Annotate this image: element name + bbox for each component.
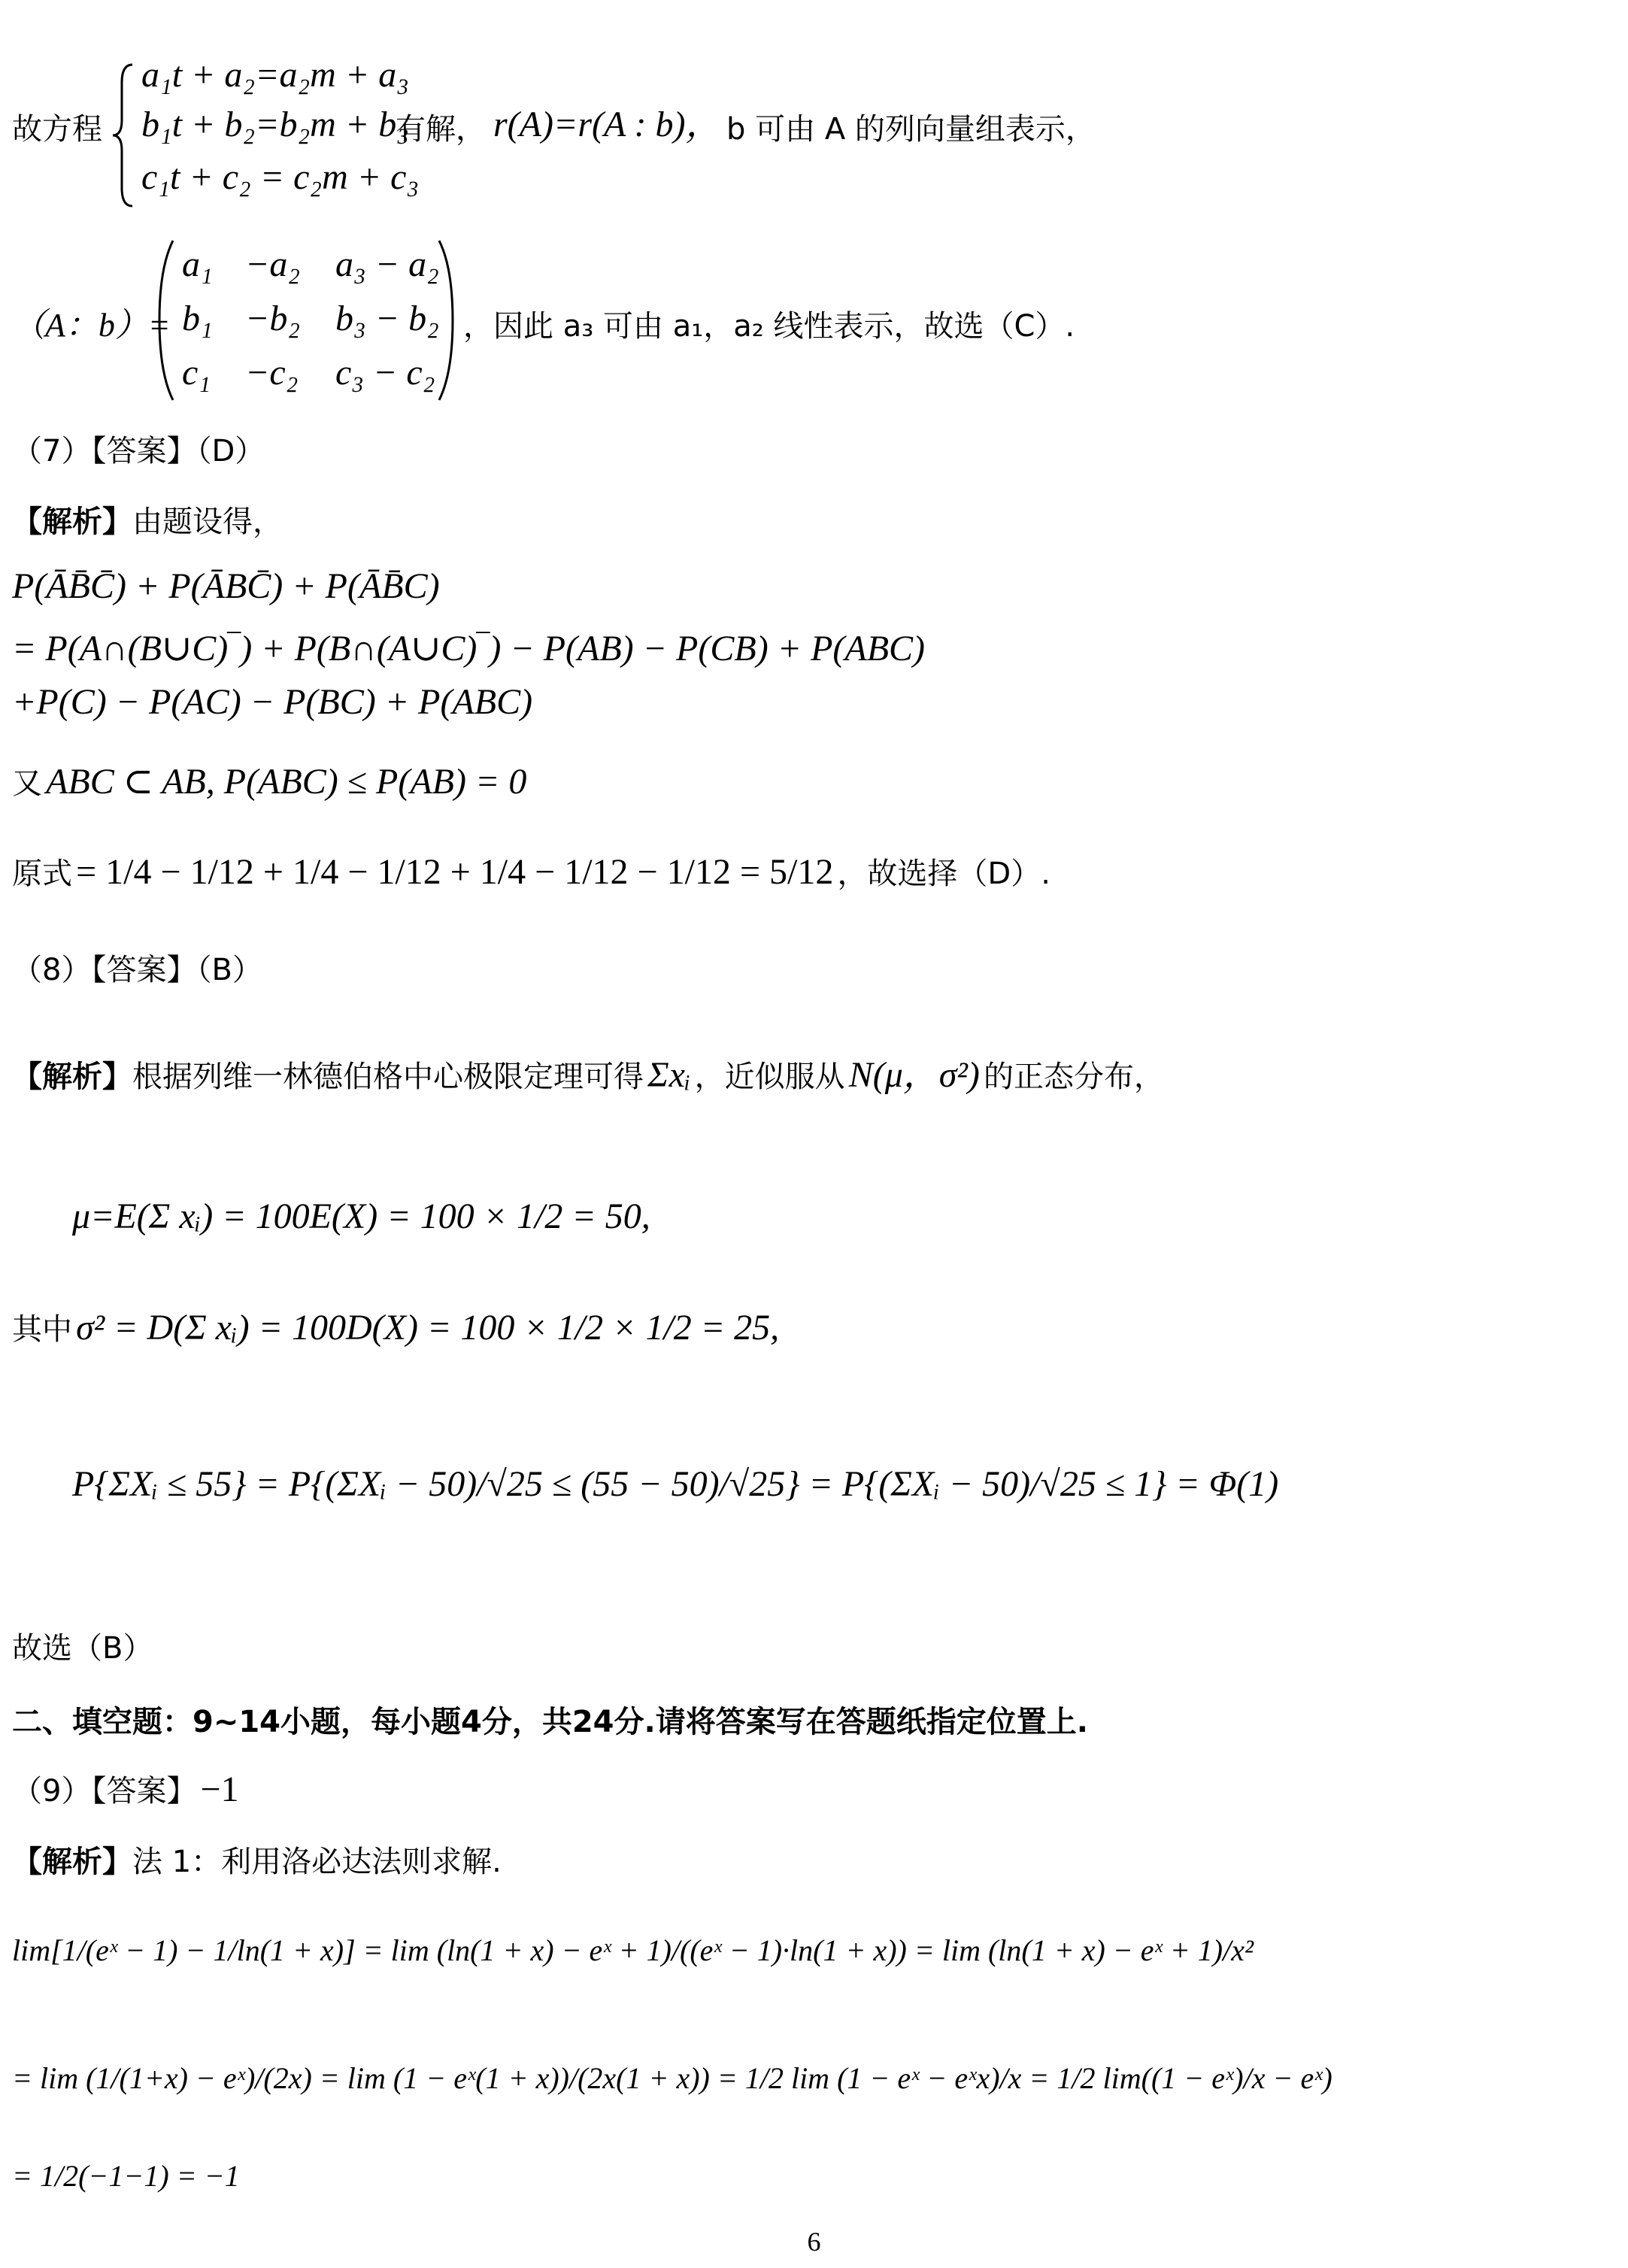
q8-mu: μ=E(Σ xᵢ) = 100E(X) = 100 × 1/2 = 50, xyxy=(72,1196,650,1236)
matrix-right-paren xyxy=(435,238,457,403)
matrix-block xyxy=(12,238,1140,403)
q8-analysis xyxy=(12,1045,1164,1097)
q7-line4-prefix: 又 xyxy=(12,766,42,801)
q7-line5 xyxy=(12,850,1050,893)
q9-lim1: lim[1/(eˣ − 1) − 1/ln(1 + x)] = lim (ln(1 + x) − eˣ + 1)/((eˣ − 1)·ln(1 + x)) = lim (ln(1 + x) − eˣ + 1)/x² xyxy=(12,1933,1254,1967)
q9-analysis-label: 【解析】 xyxy=(12,1845,132,1879)
q8-sum-symbol: Σxᵢ xyxy=(647,1055,691,1095)
matrix-cell: a₁ xyxy=(182,244,213,284)
matrix-cell: −b₂ xyxy=(245,299,301,338)
q8-analysis-label: 【解析】 xyxy=(12,1060,132,1094)
matrix-cell: c₃ − c₂ xyxy=(335,353,435,393)
intro-text2: b 可由 A 的列向量组表示， xyxy=(726,112,1096,147)
q7-line5-prefix: 原式 xyxy=(12,857,72,891)
q9-analysis xyxy=(12,1838,502,1881)
q7-line5-expr: = 1/4 − 1/12 + 1/4 − 1/12 + 1/4 − 1/12 − 1/12 = 5/12 xyxy=(76,852,834,892)
section2-title: 二、填空题：9~14小题，每小题4分，共24分.请将答案写在答题纸指定位置上. xyxy=(12,1705,1088,1739)
q7-line1: P(ĀB̄C̄) + P(ĀBC̄) + P(ĀB̄C) xyxy=(12,566,440,606)
matrix-cell: c₁ xyxy=(182,353,211,393)
matrix-cell: −a₂ xyxy=(245,244,301,284)
q7-line3: +P(C) − P(AC) − P(BC) + P(ABC) xyxy=(12,682,533,722)
q9-lim3: = 1/2(−1−1) = −1 xyxy=(12,2159,240,2193)
q9-analysis-text: 法 1：利用洛必达法则求解. xyxy=(132,1845,502,1879)
q8-conclusion: 故选（B） xyxy=(12,1631,153,1666)
q7-line5-suffix: ，故选择（D）. xyxy=(837,857,1050,891)
q7-line2: = P(A∩(B∪C)‾) + P(B∩(A∪C)‾) − P(AB) − P(CB) + P(ABC) xyxy=(12,629,926,669)
matrix-cell: b₃ − b₂ xyxy=(335,299,439,338)
q7-analysis xyxy=(12,498,283,541)
q9-lim2: = lim (1/(1+x) − eˣ)/(2x) = lim (1 − eˣ(1 + x))/(2x(1 + x)) = 1/2 lim (1 − eˣ − eˣx)/x = 1/2 lim((1 − eˣ)/x − eˣ) xyxy=(12,2061,1332,2095)
matrix-cell: −c₂ xyxy=(245,353,299,393)
intro-prefix: 故方程 xyxy=(12,112,102,147)
q7-line4-expr: ABC ⊂ AB, P(ABC) ≤ P(AB) = 0 xyxy=(46,762,527,802)
q7-analysis-label: 【解析】 xyxy=(12,505,132,539)
system-eq-2: b₁t + b₂=b₂m + b₃ xyxy=(141,105,409,144)
q8-prob: P{ΣXᵢ ≤ 55} = P{(ΣXᵢ − 50)/√25 ≤ (55 − 50)/√25} = P{(ΣXᵢ − 50)/√25 ≤ 1} = Φ(1) xyxy=(72,1464,1279,1504)
system-brace xyxy=(108,60,138,211)
q8-sigma-prefix: 其中 xyxy=(12,1312,72,1347)
q8-sigma-line xyxy=(12,1305,779,1348)
q7-line4 xyxy=(12,760,526,802)
matrix-left-paren xyxy=(155,238,177,403)
q8-analysis-a: 根据列维一林德伯格中心极限定理可得 xyxy=(132,1060,644,1094)
q8-analysis-c: N(μ，σ²) xyxy=(848,1055,980,1095)
intro-text1: 有解， xyxy=(396,112,486,147)
q7-answer: （7）【答案】（D） xyxy=(12,434,265,468)
matrix-cell: b₁ xyxy=(182,299,213,338)
page-number: 6 xyxy=(807,2227,821,2257)
matrix-lhs: （A：b）= xyxy=(12,307,171,344)
q9-answer xyxy=(12,1767,239,1810)
intro-rank: r(A)=r(A : b)， xyxy=(493,105,722,144)
q8-answer: （8）【答案】（B） xyxy=(12,953,262,987)
q7-analysis-text: 由题设得， xyxy=(132,505,283,539)
system-eq-3: c₁t + c₂ = c₂m + c₃ xyxy=(141,157,420,197)
q9-answer-prefix: （9）【答案】 xyxy=(12,1774,197,1809)
q8-sigma: σ² = D(Σ xᵢ) = 100D(X) = 100 × 1/2 × 1/2 = 25, xyxy=(76,1308,780,1348)
q8-analysis-b: ，近似服从 xyxy=(694,1060,845,1094)
system-eq-1: a₁t + a₂=a₂m + a₃ xyxy=(141,55,409,95)
q9-answer-value: −1 xyxy=(200,1769,239,1809)
matrix-cell: a₃ − a₂ xyxy=(335,244,439,284)
matrix-conclusion: ，因此 a₃ 可由 a₁，a₂ 线性表示，故选（C）. xyxy=(463,309,1075,344)
q8-analysis-d: 的正态分布， xyxy=(983,1060,1164,1094)
